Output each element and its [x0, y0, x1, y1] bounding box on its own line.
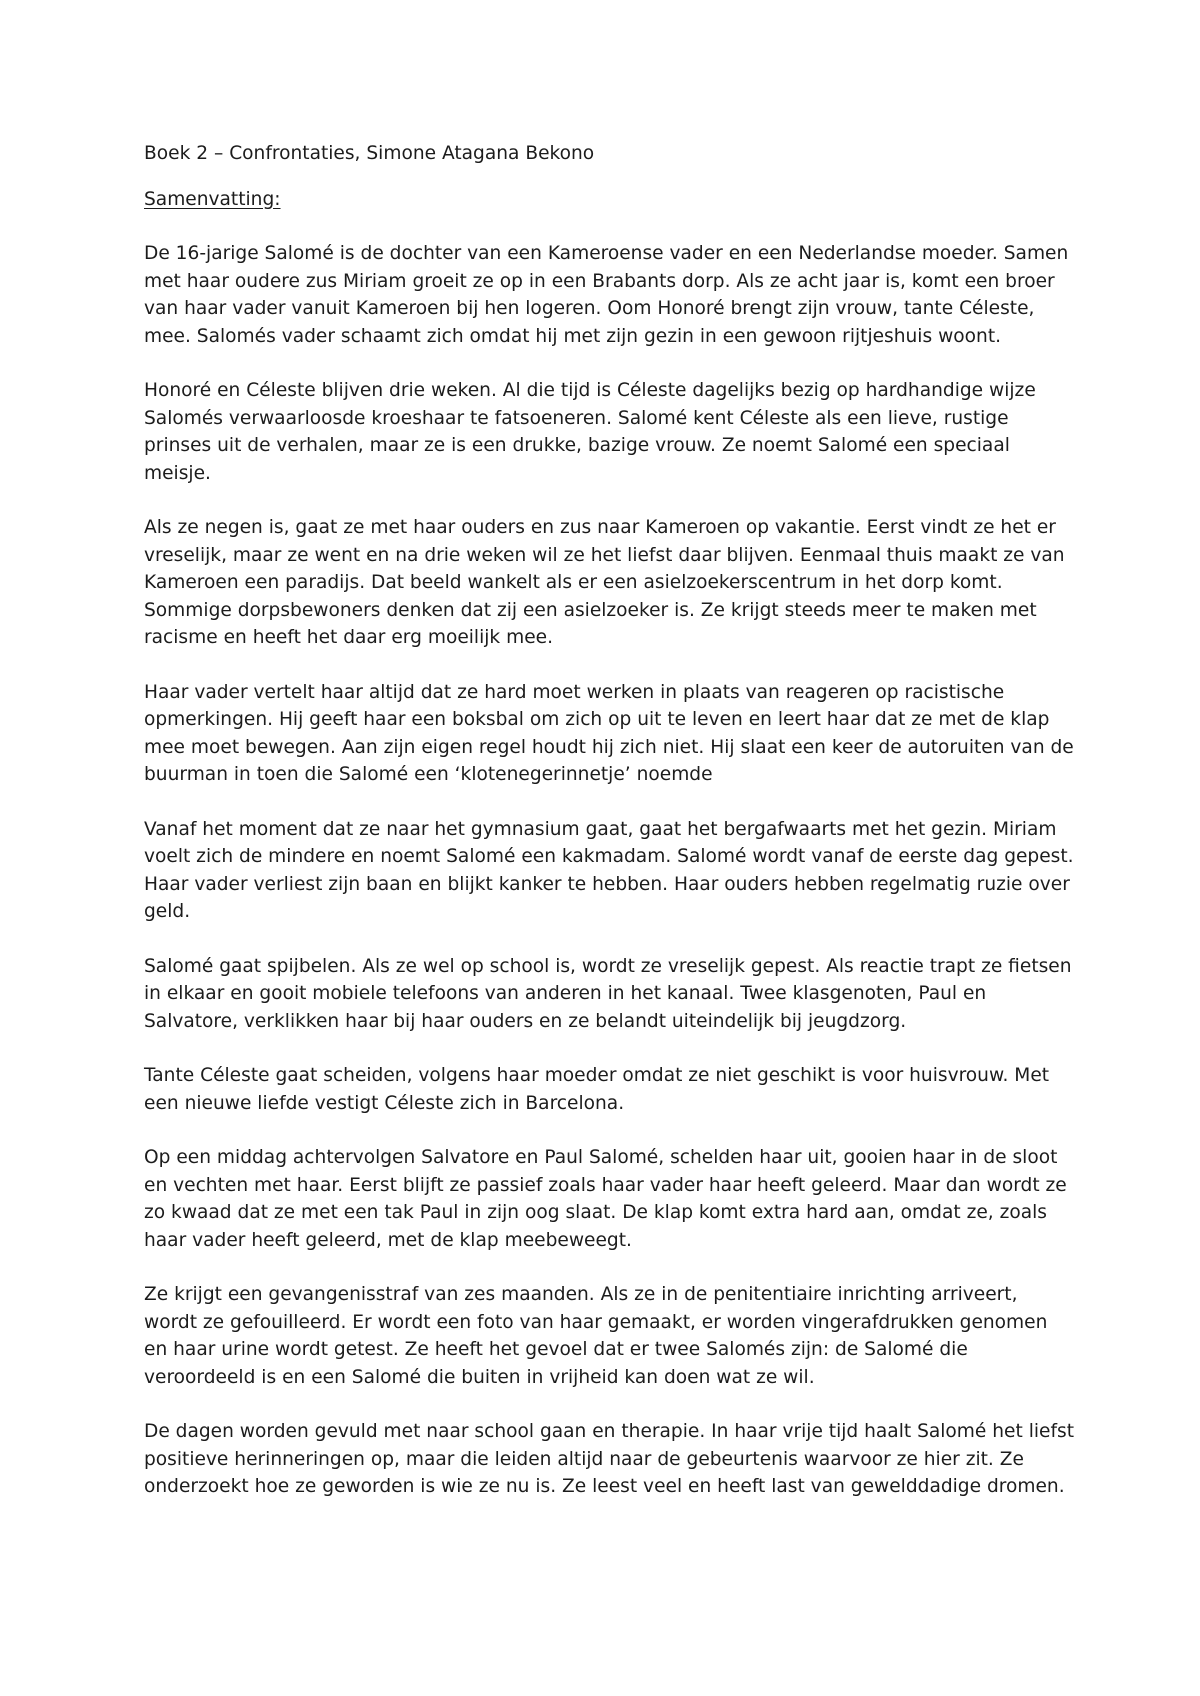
summary-paragraph: De dagen worden gevuld met naar school gaan en therapie. In haar vrije tijd haalt Salomé het liefst positieve herinneringen op, maar die leiden altijd naar de gebeurtenis waarvoor ze hier zit. Ze onderzoekt hoe ze geworden is wie ze nu is. Ze leest veel en heeft last van gewelddadige dromen. [144, 1421, 1074, 1497]
summary-paragraph: Ze krijgt een gevangenisstraf van zes maanden. Als ze in de penitentiaire inrichting arriveert, wordt ze gefouilleerd. Er wordt een foto van haar gemaakt, er worden vingerafdrukken genomen en haar urine wordt getest. Ze heeft het gevoel dat er twee Salomés zijn: de Salomé die veroordeeld is en een Salomé die buiten in vrijheid kan doen wat ze wil. [144, 1284, 1048, 1388]
summary-paragraph: De 16-jarige Salomé is de dochter van een Kameroense vader en een Nederlandse moeder. Samen met haar oudere zus Miriam groeit ze op in een Brabants dorp. Als ze acht jaar is, komt een broer van haar vader vanuit Kameroen bij hen logeren. Oom Honoré brengt zijn vrouw, tante Céleste, mee. Salomés vader schaamt zich omdat hij met zijn gezin in een gewoon rijtjeshuis woont. [144, 243, 1069, 347]
summary-paragraph: Honoré en Céleste blijven drie weken. Al die tijd is Céleste dagelijks bezig op hardhandige wijze Salomés verwaarloosde kroeshaar te fatsoeneren. Salomé kent Céleste als een lieve, rustige prinses uit de verhalen, maar ze is een drukke, bazige vrouw. Ze noemt Salomé een speciaal meisje. [144, 380, 1036, 484]
summary-paragraph: Haar vader vertelt haar altijd dat ze hard moet werken in plaats van reageren op racistische opmerkingen. Hij geeft haar een boksbal om zich op uit te leven en leert haar dat ze met de klap mee moet bewegen. Aan zijn eigen regel houdt hij zich niet. Hij slaat een keer de autoruiten van de buurman in toen die Salomé een ‘klotenegerinnetje’ noemde [144, 681, 1074, 785]
summary-paragraph: Als ze negen is, gaat ze met haar ouders en zus naar Kameroen op vakantie. Eerst vindt ze het er vreselijk, maar ze went en na drie weken wil ze het liefst daar blijven. Eenmaal thuis maakt ze van Kameroen een paradijs. Dat beeld wankelt als er een asielzoekerscentrum in het dorp komt. Sommige dorpsbewoners denken dat zij een asielzoeker is. Ze krijgt steeds meer te maken met racisme en heeft het daar erg moeilijk mee. [144, 517, 1065, 648]
document-title: Boek 2 – Confrontaties, Simone Atagana Bekono [144, 143, 595, 164]
document-body [144, 140, 1074, 1528]
summary-paragraph: Op een middag achtervolgen Salvatore en Paul Salomé, schelden haar uit, gooien haar in de sloot en vechten met haar. Eerst blijft ze passief zoals haar vader haar heeft geleerd. Maar dan wordt ze zo kwaad dat ze met een tak Paul in zijn oog slaat. De klap komt extra hard aan, omdat ze, zoals haar vader heeft geleerd, met de klap meebeweegt. [144, 1147, 1067, 1251]
section-heading-summary: Samenvatting: [144, 188, 281, 210]
summary-paragraph: Vanaf het moment dat ze naar het gymnasium gaat, gaat het bergafwaarts met het gezin. Miriam voelt zich de mindere en noemt Salomé een kakmadam. Salomé wordt vanaf de eerste dag gepest. Haar vader verliest zijn baan en blijkt kanker te hebben. Haar ouders hebben regelmatig ruzie over geld. [144, 818, 1074, 922]
summary-paragraph: Tante Céleste gaat scheiden, volgens haar moeder omdat ze niet geschikt is voor huisvrouw. Met een nieuwe liefde vestigt Céleste zich in Barcelona. [144, 1065, 1050, 1114]
summary-paragraph: Salomé gaat spijbelen. Als ze wel op school is, wordt ze vreselijk gepest. Als reactie trapt ze fietsen in elkaar en gooit mobiele telefoons van anderen in het kanaal. Twee klasgenoten, Paul en Salvatore, verklikken haar bij haar ouders en ze belandt uiteindelijk bij jeugdzorg. [144, 955, 1072, 1032]
